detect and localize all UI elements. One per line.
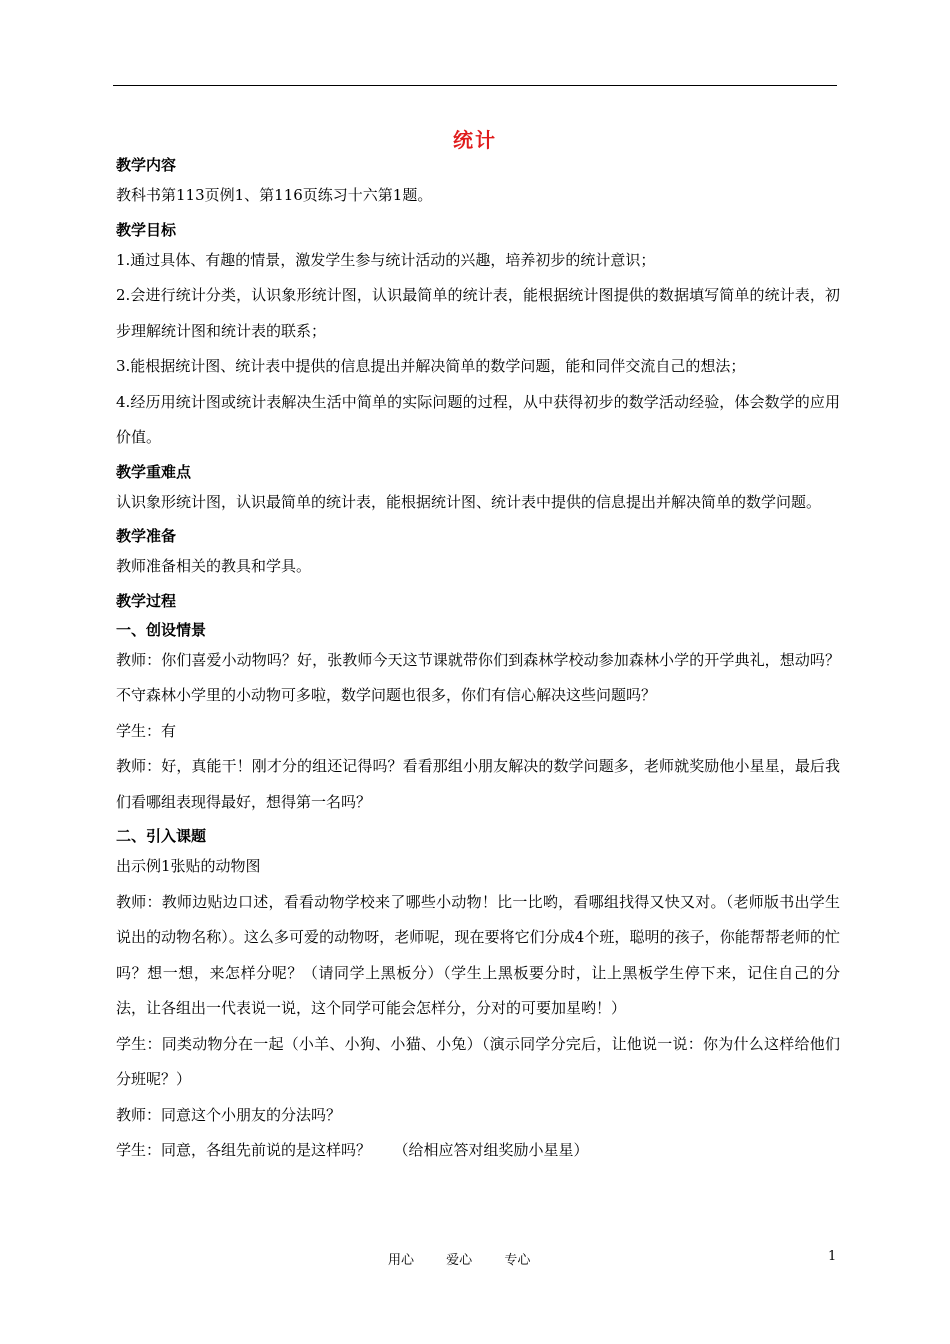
paragraph: 教师：教师边贴边口述，看看动物学校来了哪些小动物！比一比哟，看哪组找得又快又对。（老师版书出学生说出的动物名称）。这么多可爱的动物呀，老师呢，现在要将它们分成4个班，聪明的孩子，你能帮帮老师的忙吗？想一想，来怎样分呢？（请同学上黑板分）（学生上黑板要分时，让上黑板学生停下来，记住自己的分法，让各组出一代表说一说，这个同学可能会怎样分，分对的可要加星哟！） [116,892,840,1017]
paragraph: 学生：有 [116,721,177,740]
paragraph: 学生：同意，各组先前说的是这样吗？ （给相应答对组奖励小星星） [116,1141,589,1159]
paragraph: 4.经历用统计图或统计表解决生活中简单的实际问题的过程，从中获得初步的数学活动经验，体会数学的应用价值。 [116,392,840,446]
paragraph: 教科书第113页例1、第116页练习十六第1题。 [116,186,433,204]
paragraph: 学生：同类动物分在一起（小羊、小狗、小猫、小兔）（演示同学分完后，让他说一说：你为什么这样给他们分班呢？） [116,1034,840,1088]
footer-item: 爱心 [446,1253,473,1268]
paragraph: 认识象形统计图，认识最简单的统计表，能根据统计图、统计表中提供的信息提出并解决简单的数学问题。 [116,492,822,511]
page-number: 1 [828,1249,837,1264]
paragraph: 2.会进行统计分类，认识象形统计图，认识最简单的统计表，能根据统计图提供的数据填写简单的统计表，初步理解统计图和统计表的联系； [116,286,840,340]
paragraph: 1.通过具体、有趣的情景，激发学生参与统计活动的兴趣，培养初步的统计意识； [116,250,656,269]
section-heading-content: 教学内容 [116,156,177,174]
subsection-heading-part2: 二、引入课题 [116,827,207,845]
paragraph: 教师准备相关的教具和学具。 [116,557,312,575]
subsection-heading-part1: 一、创设情景 [116,620,207,639]
footer-motto [388,1249,558,1268]
header-rule [113,85,837,86]
paragraph: 教师：同意这个小朋友的分法吗？ [116,1105,342,1124]
page-title: 统计 [453,128,497,152]
paragraph: 教师：好，真能干！刚才分的组还记得吗？看看那组小朋友解决的数学问题多，老师就奖励他小星星，最后我们看哪组表现得最好，想得第一名吗？ [116,757,840,811]
section-heading-goals: 教学目标 [116,220,177,239]
paragraph: 3.能根据统计图、统计表中提供的信息提出并解决简单的数学问题，能和同伴交流自己的想法； [116,357,746,375]
section-heading-process: 教学过程 [116,591,177,610]
paragraph: 出示例1张贴的动物图 [116,857,261,875]
section-heading-keypoints: 教学重难点 [116,462,192,481]
footer-item: 用心 [388,1253,415,1268]
paragraph: 教师：你们喜爱小动物吗？好，张教师今天这节课就带你们到森林学校动参加森林小学的开学典礼，想动吗？不守森林小学里的小动物可多啦，数学问题也很多，你们有信心解决这些问题吗？ [116,650,840,704]
footer-item: 专心 [504,1253,531,1268]
document-body [116,149,840,1169]
section-heading-prep: 教学准备 [116,527,177,545]
